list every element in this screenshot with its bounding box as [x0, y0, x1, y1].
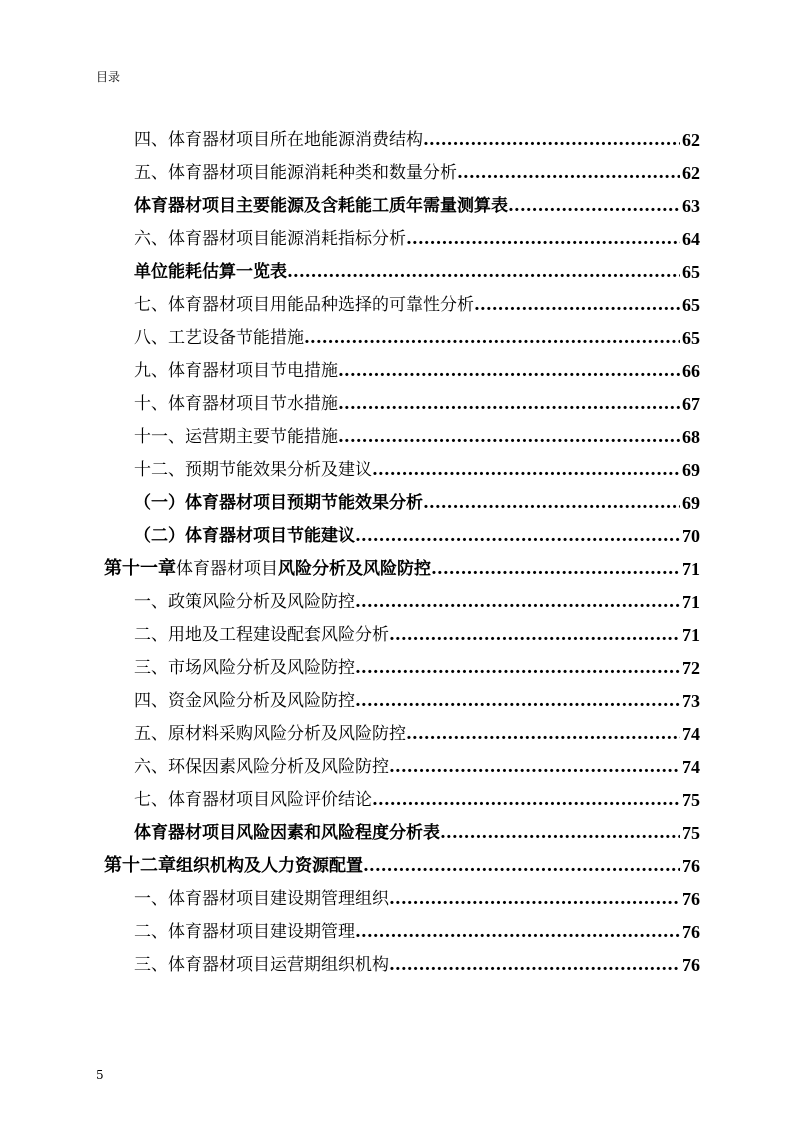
page-number: 5	[96, 1068, 104, 1082]
toc-entry-title: 一、政策风险分析及风险防控	[134, 592, 355, 612]
toc-chapter-entry[interactable]	[104, 547, 700, 580]
toc-entry-page: 74	[682, 724, 700, 744]
toc-leader-dots	[355, 690, 680, 712]
toc-leader-dots	[457, 162, 680, 184]
toc-entry[interactable]	[134, 943, 700, 976]
toc-entry-page: 76	[682, 955, 700, 975]
toc-leader-dots	[474, 294, 680, 316]
toc-entry[interactable]	[134, 712, 700, 745]
chapter-title: 风险分析及风险防控	[278, 559, 431, 579]
toc-leader-dots	[338, 393, 680, 415]
toc-entry-page: 74	[682, 757, 700, 777]
toc-entry[interactable]	[134, 217, 700, 250]
toc-entry-title: 四、体育器材项目所在地能源消费结构	[134, 130, 423, 150]
toc-leader-dots	[423, 492, 680, 514]
toc-entry[interactable]	[134, 910, 700, 943]
toc-entry-title: 体育器材项目风险因素和风险程度分析表	[134, 823, 440, 843]
toc-entry-title: 四、资金风险分析及风险防控	[134, 691, 355, 711]
toc-entry-title: （二）体育器材项目节能建议	[134, 526, 355, 546]
toc-entry-title: 二、用地及工程建设配套风险分析	[134, 625, 389, 645]
toc-entry-page: 75	[682, 823, 700, 843]
toc-entry-title: 八、工艺设备节能措施	[134, 328, 304, 348]
toc-entry[interactable]	[134, 481, 700, 514]
toc-entry[interactable]	[134, 514, 700, 547]
toc-entry-title: 六、环保因素风险分析及风险防控	[134, 757, 389, 777]
toc-entry-title: 五、原材料采购风险分析及风险防控	[134, 724, 406, 744]
toc-leader-dots	[389, 954, 680, 976]
toc-entry-page: 65	[682, 328, 700, 348]
toc-entry-page: 72	[682, 658, 700, 678]
toc-entry[interactable]	[134, 184, 700, 217]
toc-entry[interactable]	[134, 283, 700, 316]
toc-entry-title: 单位能耗估算一览表	[134, 262, 287, 282]
toc-leader-dots	[389, 888, 680, 910]
toc-entry-page: 76	[682, 889, 700, 909]
toc-entry-title: 一、体育器材项目建设期管理组织	[134, 889, 389, 909]
toc-leader-dots	[372, 789, 680, 811]
toc-entry[interactable]	[134, 646, 700, 679]
toc-entry-title: 九、体育器材项目节电措施	[134, 361, 338, 381]
toc-entry-page: 71	[682, 625, 700, 645]
toc-entry-title: 七、体育器材项目用能品种选择的可靠性分析	[134, 295, 474, 315]
toc-leader-dots	[355, 921, 680, 943]
toc-entry-page: 65	[682, 262, 700, 282]
toc-entry-page: 63	[682, 196, 700, 216]
toc-entry-title: 十二、预期节能效果分析及建议	[134, 460, 372, 480]
toc-entry-title: 三、体育器材项目运营期组织机构	[134, 955, 389, 975]
chapter-title: 组织机构及人力资源配置	[176, 856, 363, 876]
toc-entry-title: 十一、运营期主要节能措施	[134, 427, 338, 447]
toc-leader-dots	[440, 822, 680, 844]
toc-entry[interactable]	[134, 151, 700, 184]
toc-entry[interactable]	[134, 448, 700, 481]
toc-entry-title: 七、体育器材项目风险评价结论	[134, 790, 372, 810]
page-header: 目录	[96, 70, 121, 84]
toc-leader-dots	[287, 261, 680, 283]
toc-entry[interactable]	[134, 679, 700, 712]
toc-entry[interactable]	[134, 316, 700, 349]
toc-entry-title: 十、体育器材项目节水措施	[134, 394, 338, 414]
toc-entry[interactable]	[134, 349, 700, 382]
toc-entry-title: 六、体育器材项目能源消耗指标分析	[134, 229, 406, 249]
toc-leader-dots	[372, 459, 680, 481]
toc-entry-page: 71	[682, 592, 700, 612]
toc-leader-dots	[406, 228, 680, 250]
toc-entry[interactable]	[134, 580, 700, 613]
toc-leader-dots	[355, 591, 680, 613]
toc-leader-dots	[304, 327, 680, 349]
toc-entry-page: 69	[682, 460, 700, 480]
toc-entry-page: 64	[682, 229, 700, 249]
chapter-number: 第十一章	[104, 558, 176, 579]
toc-entry-page: 76	[682, 856, 700, 876]
toc-entry-page: 65	[682, 295, 700, 315]
toc-leader-dots	[406, 723, 680, 745]
toc-entry[interactable]	[134, 811, 700, 844]
toc-leader-dots	[363, 855, 680, 877]
toc-chapter-entry[interactable]	[104, 844, 700, 877]
toc-leader-dots	[338, 360, 680, 382]
toc-entry-page: 75	[682, 790, 700, 810]
toc-leader-dots	[338, 426, 680, 448]
toc-entry-page: 68	[682, 427, 700, 447]
toc-entry-page: 70	[682, 526, 700, 546]
toc-leader-dots	[423, 129, 680, 151]
toc-entry-page: 62	[682, 163, 700, 183]
toc-leader-dots	[389, 624, 680, 646]
chapter-title-part: 体育器材项目	[176, 559, 278, 579]
toc-entry-page: 73	[682, 691, 700, 711]
toc-entry-page: 76	[682, 922, 700, 942]
toc-entry-title: 五、体育器材项目能源消耗种类和数量分析	[134, 163, 457, 183]
toc-entry[interactable]	[134, 613, 700, 646]
toc-leader-dots	[508, 195, 680, 217]
toc-leader-dots	[431, 558, 680, 580]
toc-entry-title: 三、市场风险分析及风险防控	[134, 658, 355, 678]
toc-leader-dots	[355, 525, 680, 547]
toc-entry[interactable]	[134, 382, 700, 415]
toc-entry-title: 二、体育器材项目建设期管理	[134, 922, 355, 942]
toc-entry[interactable]	[134, 415, 700, 448]
toc-entry[interactable]	[134, 250, 700, 283]
toc-entry-title: 体育器材项目主要能源及含耗能工质年需量测算表	[134, 196, 508, 216]
toc-entry-page: 69	[682, 493, 700, 513]
toc-leader-dots	[389, 756, 680, 778]
toc-entry-page: 66	[682, 361, 700, 381]
toc-entry[interactable]	[134, 118, 700, 151]
toc-entry-page: 67	[682, 394, 700, 414]
toc-leader-dots	[355, 657, 680, 679]
toc-entry-title: （一）体育器材项目预期节能效果分析	[134, 493, 423, 513]
toc-entry-page: 71	[682, 559, 700, 579]
toc-entry-page: 62	[682, 130, 700, 150]
chapter-number: 第十二章	[104, 855, 176, 876]
toc-entry[interactable]	[134, 778, 700, 811]
toc-entry[interactable]	[134, 877, 700, 910]
toc-entry[interactable]	[134, 745, 700, 778]
